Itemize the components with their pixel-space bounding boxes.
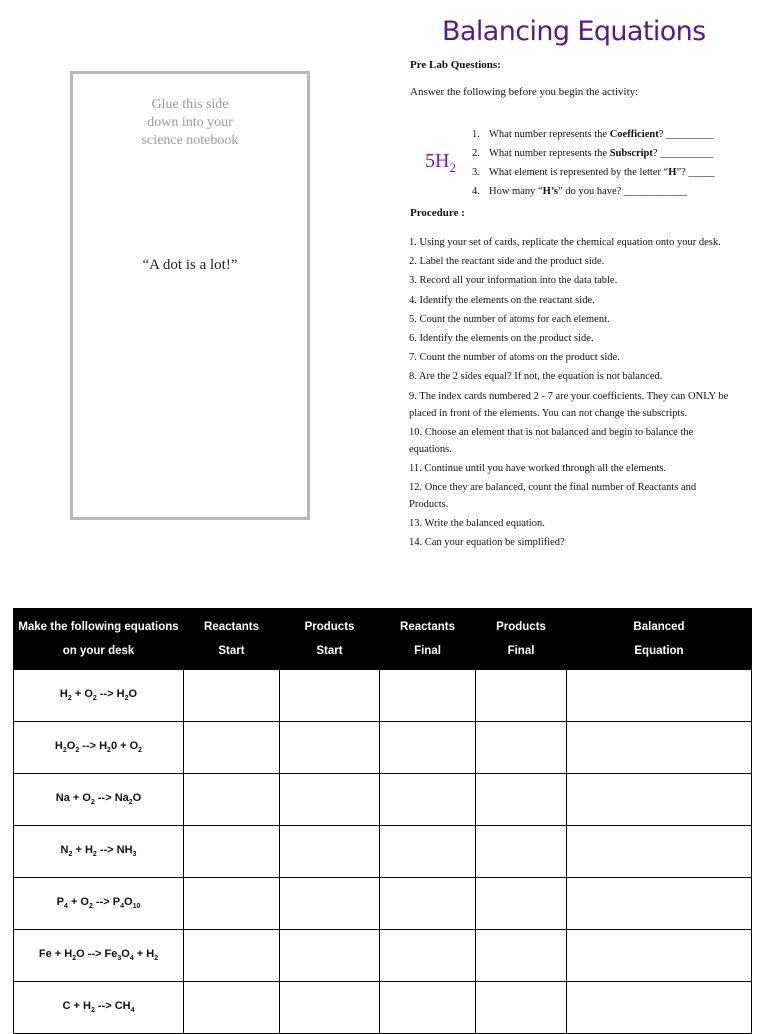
- column-header: [184, 609, 280, 670]
- answer-cell[interactable]: [184, 670, 280, 722]
- question-number: 3.: [472, 167, 480, 178]
- equation-cell: [14, 774, 184, 826]
- answer-cell[interactable]: [380, 722, 476, 774]
- column-header-line: Make the following equations: [18, 621, 179, 633]
- answer-cell[interactable]: [476, 982, 567, 1034]
- question-keyword: H’s: [542, 186, 559, 197]
- column-header: [567, 609, 752, 670]
- answer-cell[interactable]: [567, 722, 752, 774]
- answer-cell[interactable]: [380, 826, 476, 878]
- answer-cell[interactable]: [184, 982, 280, 1034]
- answer-cell[interactable]: [380, 774, 476, 826]
- equation-text: + O: [67, 896, 89, 909]
- question-keyword: H: [668, 167, 677, 178]
- table-row: [14, 930, 752, 982]
- column-header-line: Final: [507, 645, 535, 657]
- equation-text: O: [124, 896, 133, 909]
- prelab-instruction: Answer the following before you begin the activity:: [410, 86, 639, 98]
- column-header-line: Products: [304, 621, 355, 633]
- answer-cell[interactable]: [476, 878, 567, 930]
- answer-cell[interactable]: [280, 982, 380, 1034]
- answer-cell[interactable]: [280, 826, 380, 878]
- column-header-line: Final: [414, 645, 441, 657]
- question-text: What number represents the: [489, 148, 610, 159]
- procedure-step: 8. Are the 2 sides equal? If not, the equation is not balanced.: [409, 371, 663, 383]
- prelab-heading: Pre Lab Questions:: [410, 59, 501, 71]
- equation-subscript: 2: [90, 1007, 95, 1015]
- answer-cell[interactable]: [380, 670, 476, 722]
- table-header-row: [14, 609, 752, 670]
- equation-text: --> H: [96, 688, 125, 701]
- procedure-step: 2. Label the reactant side and the product side.: [409, 256, 605, 268]
- answer-cell[interactable]: [184, 774, 280, 826]
- table-row: [14, 774, 752, 826]
- answer-cell[interactable]: [280, 722, 380, 774]
- question-keyword: Subscript: [609, 148, 653, 159]
- column-header-line: Start: [218, 645, 245, 657]
- column-header-line: Equation: [634, 645, 684, 657]
- column-header-line: Start: [316, 645, 343, 657]
- procedure-step: 12. Once they are balanced, count the final number of Reactants and Products.: [409, 482, 697, 511]
- prelab-question: [472, 182, 715, 201]
- column-header-line: Balanced: [633, 621, 685, 633]
- equation-text: + H: [72, 844, 93, 857]
- procedure-step: 9. The index cards numbered 2 - 7 are your coefficients. They can ONLY be placed in front of the elements. You can not change the subscripts.: [409, 390, 729, 419]
- equation-text: N: [60, 844, 69, 857]
- procedure-step: 7. Count the number of atoms on the product side.: [409, 352, 620, 364]
- equation-text: --> P: [92, 896, 121, 909]
- question-text: What number represents the: [489, 129, 610, 140]
- answer-cell[interactable]: [476, 930, 567, 982]
- glue-instructions: [73, 96, 307, 150]
- table-row: [14, 982, 752, 1034]
- equation-text: O: [128, 688, 138, 701]
- equation-text: O --> Fe: [76, 948, 118, 961]
- formula-subscript: 2: [449, 160, 456, 175]
- glue-line: science notebook: [141, 133, 239, 148]
- equation-text: --> CH: [94, 1000, 131, 1013]
- procedure-step: 4. Identify the elements on the reactant side.: [409, 294, 595, 306]
- answer-cell[interactable]: [280, 670, 380, 722]
- equation-subscript: 3: [117, 955, 122, 963]
- prelab-question: [472, 125, 715, 144]
- equation-subscript: 2: [128, 799, 133, 807]
- question-number: 2.: [472, 148, 480, 159]
- prelab-question: [472, 163, 715, 182]
- equation-subscript: 2: [138, 747, 143, 755]
- equation-text: C + H: [62, 1000, 91, 1013]
- page-title: Balancing Equations: [442, 16, 706, 47]
- equation-cell: [14, 930, 184, 982]
- equation-subscript: 2: [124, 695, 129, 703]
- equation-text: + H: [133, 948, 155, 961]
- column-header: [476, 609, 567, 670]
- table-row: [14, 722, 752, 774]
- answer-cell[interactable]: [184, 878, 280, 930]
- question-blank: ? _________: [658, 129, 714, 140]
- procedure-step: 11. Continue until you have worked through all the elements.: [409, 462, 667, 474]
- equation-cell: [14, 878, 184, 930]
- equation-subscript: 2: [68, 851, 73, 859]
- answer-cell[interactable]: [476, 670, 567, 722]
- answer-cell[interactable]: [567, 774, 752, 826]
- equation-text: + O: [71, 688, 93, 701]
- equation-subscript: 2: [88, 903, 93, 911]
- equation-text: O: [132, 792, 142, 805]
- equation-text: O: [121, 948, 130, 961]
- procedure-step: 10. Choose an element that is not balanced and begin to balance the equations.: [409, 426, 694, 455]
- answer-cell[interactable]: [567, 878, 752, 930]
- equation-subscript: 4: [120, 903, 124, 911]
- question-blank: ”? _____: [676, 167, 715, 178]
- equation-text: --> Na: [94, 792, 129, 805]
- answer-cell[interactable]: [380, 930, 476, 982]
- equation-subscript: 10: [132, 903, 141, 911]
- equations-table: [13, 608, 752, 1034]
- column-header: [380, 609, 476, 670]
- answer-cell[interactable]: [476, 826, 567, 878]
- equation-subscript: 2: [107, 747, 111, 755]
- prelab-questions: [472, 125, 715, 201]
- answer-cell[interactable]: [380, 982, 476, 1034]
- equation-text: O: [66, 740, 76, 753]
- equation-text: --> NH: [96, 844, 133, 857]
- procedure-step: 1. Using your set of cards, replicate the chemical equation onto your desk.: [409, 237, 721, 248]
- question-keyword: Coefficient: [609, 129, 659, 140]
- equation-subscript: 2: [75, 747, 80, 755]
- procedure-step: 5. Count the number of atoms for each element.: [409, 313, 610, 325]
- answer-cell[interactable]: [567, 826, 752, 878]
- formula-main: 5H: [425, 150, 450, 172]
- equation-text: H: [54, 740, 63, 753]
- equation-text: H: [59, 688, 68, 701]
- answer-cell[interactable]: [280, 774, 380, 826]
- equation-text: --> H: [79, 740, 108, 753]
- equation-text: Na + O: [55, 792, 91, 805]
- procedure-step: 3. Record all your information into the data table.: [409, 275, 618, 287]
- column-header: [14, 609, 184, 670]
- procedure-step: 13. Write the balanced equation.: [409, 518, 545, 530]
- column-header-line: Products: [496, 621, 546, 633]
- equation-subscript: 4: [63, 903, 68, 911]
- equation-subscript: 4: [129, 955, 134, 963]
- question-number: 1.: [472, 129, 480, 140]
- equation-cell: [14, 982, 184, 1034]
- question-blank: ? __________: [652, 148, 713, 159]
- equation-subscript: 3: [132, 851, 137, 859]
- equation-subscript: 2: [62, 747, 67, 755]
- equation-subscript: 2: [92, 851, 97, 859]
- question-number: 4.: [472, 186, 480, 197]
- equation-text: Fe + H: [38, 948, 73, 961]
- equation-subscript: 4: [130, 1007, 135, 1015]
- question-text: How many “: [489, 186, 543, 197]
- formula-example: [425, 150, 456, 176]
- equation-cell: [14, 826, 184, 878]
- answer-cell[interactable]: [380, 878, 476, 930]
- table-row: [14, 826, 752, 878]
- answer-cell[interactable]: [567, 670, 752, 722]
- answer-cell[interactable]: [280, 878, 380, 930]
- glue-line: down into your: [147, 115, 233, 130]
- answer-cell[interactable]: [567, 982, 752, 1034]
- equation-text: P: [56, 896, 64, 909]
- answer-cell[interactable]: [567, 930, 752, 982]
- question-text: What element is represented by the letter “: [489, 167, 669, 178]
- procedure-step: 6. Identify the elements on the product side.: [409, 332, 594, 344]
- column-header-line: Reactants: [204, 621, 259, 633]
- question-blank: ” do you have? ____________: [558, 186, 687, 197]
- answer-cell[interactable]: [184, 930, 280, 982]
- procedure-steps: [409, 234, 734, 554]
- procedure-step: 14. Can your equation be simplified?: [409, 537, 565, 549]
- answer-cell[interactable]: [184, 722, 280, 774]
- glue-line: Glue this side: [151, 97, 229, 112]
- equation-cell: [14, 722, 184, 774]
- column-header-line: Reactants: [400, 621, 455, 633]
- column-header: [280, 609, 380, 670]
- table-row: [14, 670, 752, 722]
- answer-cell[interactable]: [476, 774, 567, 826]
- answer-cell[interactable]: [184, 826, 280, 878]
- column-header-line: on your desk: [62, 645, 135, 657]
- procedure-heading: Procedure :: [410, 207, 465, 219]
- equation-subscript: 2: [67, 695, 72, 703]
- glue-box: [70, 71, 310, 520]
- equation-subscript: 2: [90, 799, 95, 807]
- motto: “A dot is a lot!”: [142, 257, 238, 273]
- equation-subscript: 2: [92, 695, 97, 703]
- equation-text: 0 + O: [110, 740, 139, 753]
- equation-subscript: 2: [154, 955, 159, 963]
- table-row: [14, 878, 752, 930]
- equation-cell: [14, 670, 184, 722]
- prelab-question: [472, 144, 715, 163]
- equation-subscript: 2: [72, 955, 77, 963]
- answer-cell[interactable]: [280, 930, 380, 982]
- answer-cell[interactable]: [476, 722, 567, 774]
